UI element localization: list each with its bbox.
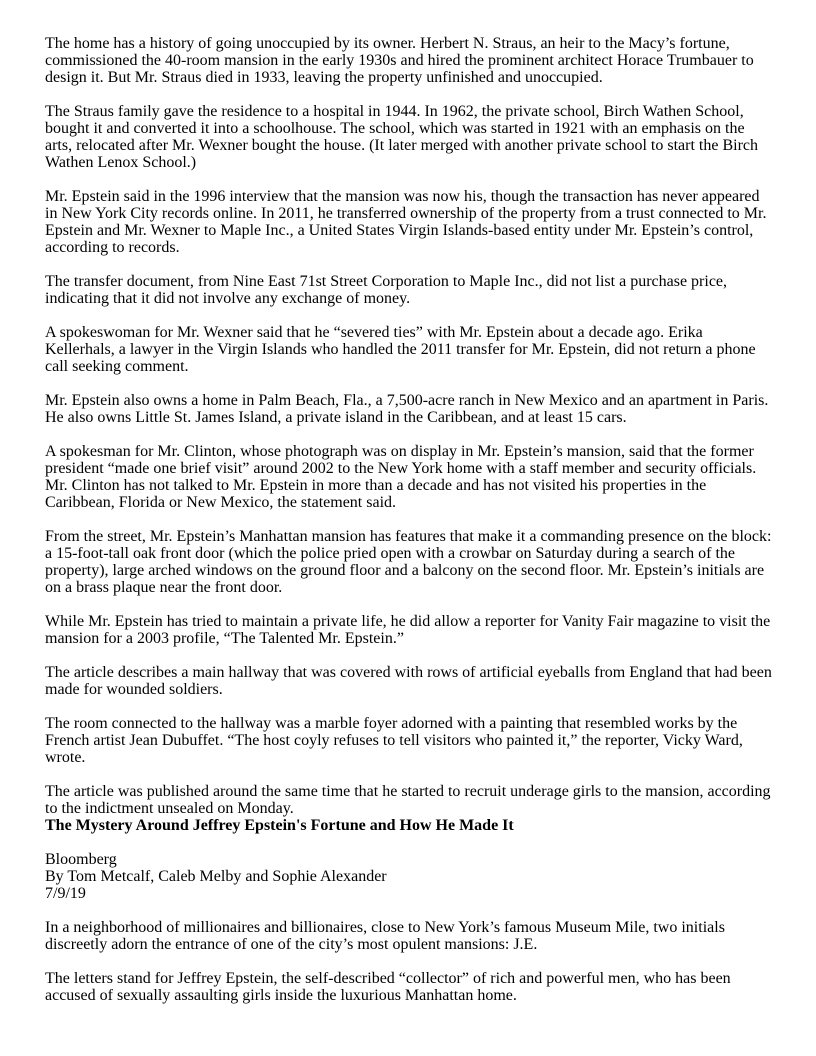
- authors: By Tom Metcalf, Caleb Melby and Sophie Alexander: [45, 868, 387, 885]
- paragraph: The home has a history of going unoccupied by its owner. Herbert N. Straus, an heir to the Macy’s fortune, commissioned the 40-room mansion in the early 1930s and hired the prominent architect Horace Trumbauer to design it. But Mr. Straus died in 1933, leaving the property unfinished and unoccupied.: [45, 35, 754, 86]
- paragraph: From the street, Mr. Epstein’s Manhattan mansion has features that make it a commanding presence on the block: a 15-foot-tall oak front door (which the police pried open with a crowbar on Saturday during a search of the property), large arched windows on the ground floor and a balcony on the second floor. Mr. Epstein’s initials are on a brass plaque near the front door.: [45, 528, 772, 596]
- paragraph: The transfer document, from Nine East 71st Street Corporation to Maple Inc., did not list a purchase price, indicating that it did not involve any exchange of money.: [45, 273, 728, 307]
- paragraph: A spokesman for Mr. Clinton, whose photograph was on display in Mr. Epstein’s mansion, said that the former president “made one brief visit” around 2002 to the New York home with a staff member and security officials. Mr. Clinton has not talked to Mr. Epstein in more than a decade and has not visited his properties in the Caribbean, Florida or New Mexico, the statement said.: [45, 443, 757, 511]
- paragraph: The article describes a main hallway that was covered with rows of artificial eyeballs from England that had been made for wounded soldiers.: [45, 664, 772, 698]
- byline-block: [45, 851, 775, 902]
- article-title: The Mystery Around Jeffrey Epstein's Fortune and How He Made It: [45, 817, 514, 834]
- paragraph: A spokeswoman for Mr. Wexner said that he “severed ties” with Mr. Epstein about a decade ago. Erika Kellerhals, a lawyer in the Virgin Islands who handled the 2011 transfer for Mr. Epstein, did not return a phone call seeking comment.: [45, 324, 756, 375]
- paragraph: Mr. Epstein also owns a home in Palm Beach, Fla., a 7,500-acre ranch in New Mexico and an apartment in Paris. He also owns Little St. James Island, a private island in the Caribbean, and at least 15 cars.: [45, 392, 769, 426]
- paragraph: In a neighborhood of millionaires and billionaires, close to New York’s famous Museum Mile, two initials discreetly adorn the entrance of one of the city’s most opulent mansions: J.E.: [45, 919, 725, 953]
- publish-date: 7/9/19: [45, 885, 86, 902]
- paragraph: The room connected to the hallway was a marble foyer adorned with a painting that resembled works by the French artist Jean Dubuffet. “The host coyly refuses to tell visitors who painted it,” the reporter, Vicky Ward, wrote.: [45, 715, 743, 766]
- document-page: [45, 35, 775, 1021]
- source-name: Bloomberg: [45, 851, 117, 868]
- paragraph: Mr. Epstein said in the 1996 interview that the mansion was now his, though the transaction has never appeared in New York City records online. In 2011, he transferred ownership of the property from a trust connected to Mr. Epstein and Mr. Wexner to Maple Inc., a United States Virgin Islands-based entity under Mr. Epstein’s control, according to records.: [45, 188, 767, 256]
- paragraph: The letters stand for Jeffrey Epstein, the self-described “collector” of rich and powerful men, who has been accused of sexually assaulting girls inside the luxurious Manhattan home.: [45, 970, 731, 1004]
- paragraph: The article was published around the same time that he started to recruit underage girls to the mansion, according to the indictment unsealed on Monday.: [45, 783, 771, 817]
- paragraph: The Straus family gave the residence to a hospital in 1944. In 1962, the private school, Birch Wathen School, bought it and converted it into a schoolhouse. The school, which was started in 1921 with an emphasis on the arts, relocated after Mr. Wexner bought the house. (It later merged with another private school to start the Birch Wathen Lenox School.): [45, 103, 758, 171]
- paragraph: While Mr. Epstein has tried to maintain a private life, he did allow a reporter for Vanity Fair magazine to visit the mansion for a 2003 profile, “The Talented Mr. Epstein.”: [45, 613, 771, 647]
